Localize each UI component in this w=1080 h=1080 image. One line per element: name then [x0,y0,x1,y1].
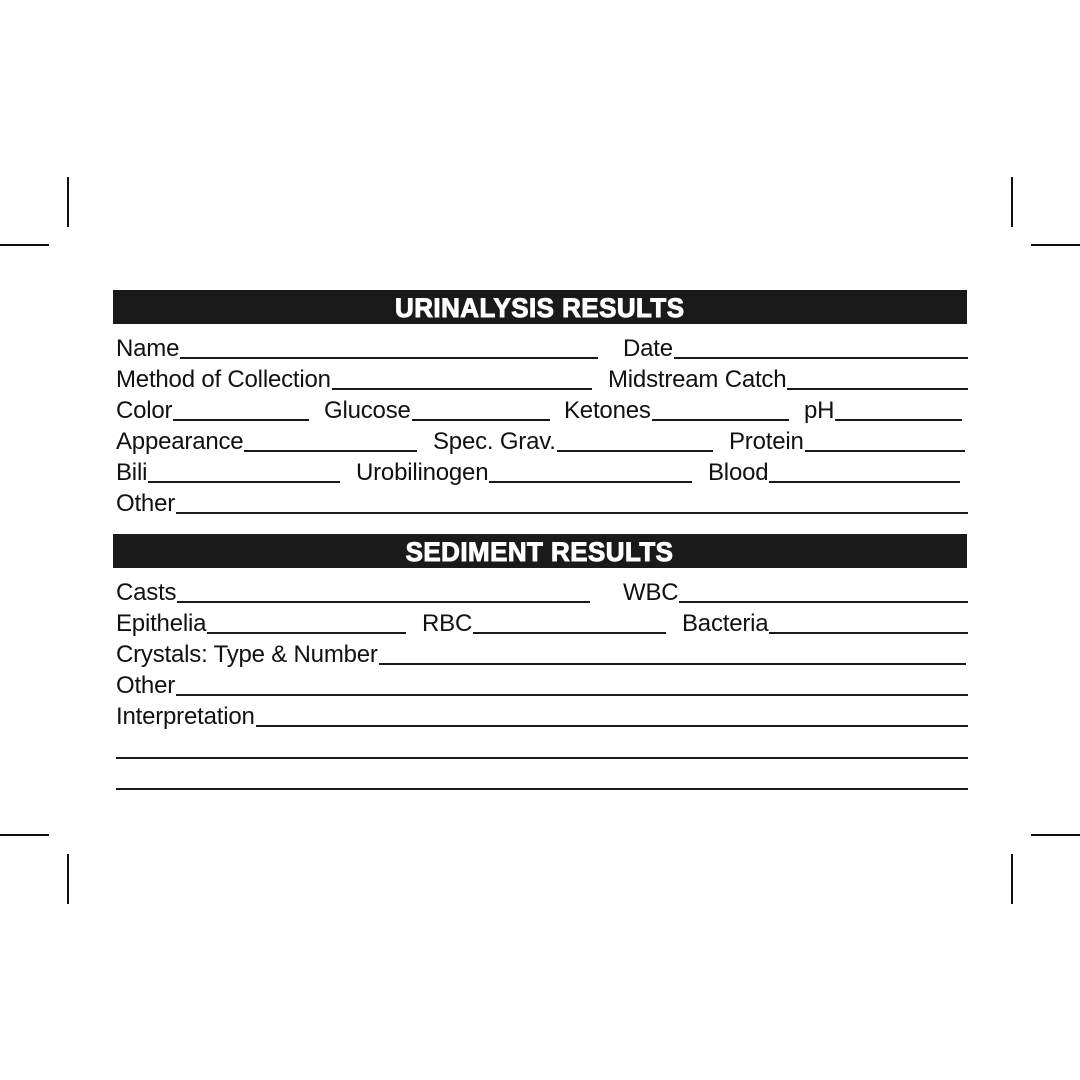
urinalysis-other-label: Other [116,490,176,517]
appearance-label: Appearance [116,428,244,455]
rbc-input-line[interactable] [473,632,666,634]
midstream-catch-field[interactable] [608,363,968,393]
interpretation-blank-line-1[interactable] [116,757,968,759]
crop-mark-top-left-vertical [67,177,69,227]
sediment-other-label: Other [116,672,176,699]
protein-input-line[interactable] [805,450,965,452]
method-of-collection-input-line[interactable] [332,388,592,390]
bili-label: Bili [116,459,148,486]
date-input-line[interactable] [674,357,968,359]
urobilinogen-field[interactable] [356,456,692,486]
method-of-collection-field[interactable] [116,363,592,393]
crop-mark-bottom-left-horizontal [0,834,49,836]
crystals-field[interactable] [116,638,966,668]
glucose-input-line[interactable] [412,419,550,421]
crop-mark-bottom-right-vertical [1011,854,1013,904]
crop-mark-top-left-horizontal [0,244,49,246]
ph-input-line[interactable] [835,419,962,421]
ketones-input-line[interactable] [652,419,789,421]
interpretation-input-line[interactable] [256,725,968,727]
bili-input-line[interactable] [148,481,340,483]
interpretation-label: Interpretation [116,703,255,730]
crystals-label: Crystals: Type & Number [116,641,378,668]
urobilinogen-label: Urobilinogen [356,459,489,486]
urinalysis-results-header [113,290,967,324]
glucose-field[interactable] [324,394,550,424]
bacteria-field[interactable] [682,607,968,637]
urinalysis-results-title: URINALYSIS RESULTS [395,293,685,323]
casts-label: Casts [116,579,177,606]
ketones-label: Ketones [564,397,651,424]
epithelia-label: Epithelia [116,610,207,637]
sediment-results-header [113,534,967,568]
rbc-field[interactable] [422,607,666,637]
blood-label: Blood [708,459,769,486]
color-field[interactable] [116,394,309,424]
ketones-field[interactable] [564,394,789,424]
spec-grav-label: Spec. Grav. [433,428,556,455]
name-input-line[interactable] [180,357,598,359]
method-of-collection-label: Method of Collection [116,366,331,393]
wbc-input-line[interactable] [679,601,968,603]
casts-field[interactable] [116,576,590,606]
crop-mark-bottom-left-vertical [67,854,69,904]
rbc-label: RBC [422,610,473,637]
protein-field[interactable] [729,425,965,455]
color-input-line[interactable] [173,419,309,421]
name-field[interactable] [116,332,598,362]
bacteria-input-line[interactable] [769,632,968,634]
bacteria-label: Bacteria [682,610,769,637]
appearance-field[interactable] [116,425,417,455]
crystals-input-line[interactable] [379,663,966,665]
color-label: Color [116,397,173,424]
wbc-field[interactable] [623,576,968,606]
crop-mark-bottom-right-horizontal [1031,834,1080,836]
ph-label: pH [804,397,835,424]
ph-field[interactable] [804,394,962,424]
name-label: Name [116,335,180,362]
blood-input-line[interactable] [769,481,960,483]
crop-mark-top-right-vertical [1011,177,1013,227]
date-label: Date [623,335,673,362]
appearance-input-line[interactable] [244,450,417,452]
date-field[interactable] [623,332,968,362]
interpretation-blank-line-2[interactable] [116,788,968,790]
crop-mark-top-right-horizontal [1031,244,1080,246]
interpretation-field[interactable] [116,700,968,730]
epithelia-field[interactable] [116,607,406,637]
epithelia-input-line[interactable] [207,632,406,634]
blood-field[interactable] [708,456,960,486]
midstream-catch-label: Midstream Catch [608,366,787,393]
wbc-label: WBC [623,579,679,606]
protein-label: Protein [729,428,804,455]
midstream-catch-input-line[interactable] [787,388,968,390]
sediment-other-field[interactable] [116,669,968,699]
sediment-results-title: SEDIMENT RESULTS [406,537,674,567]
casts-input-line[interactable] [177,601,590,603]
spec-grav-field[interactable] [433,425,713,455]
sediment-other-input-line[interactable] [176,694,968,696]
glucose-label: Glucose [324,397,411,424]
urinalysis-other-field[interactable] [116,487,968,517]
spec-grav-input-line[interactable] [557,450,713,452]
urobilinogen-input-line[interactable] [489,481,692,483]
urinalysis-other-input-line[interactable] [176,512,968,514]
bili-field[interactable] [116,456,340,486]
